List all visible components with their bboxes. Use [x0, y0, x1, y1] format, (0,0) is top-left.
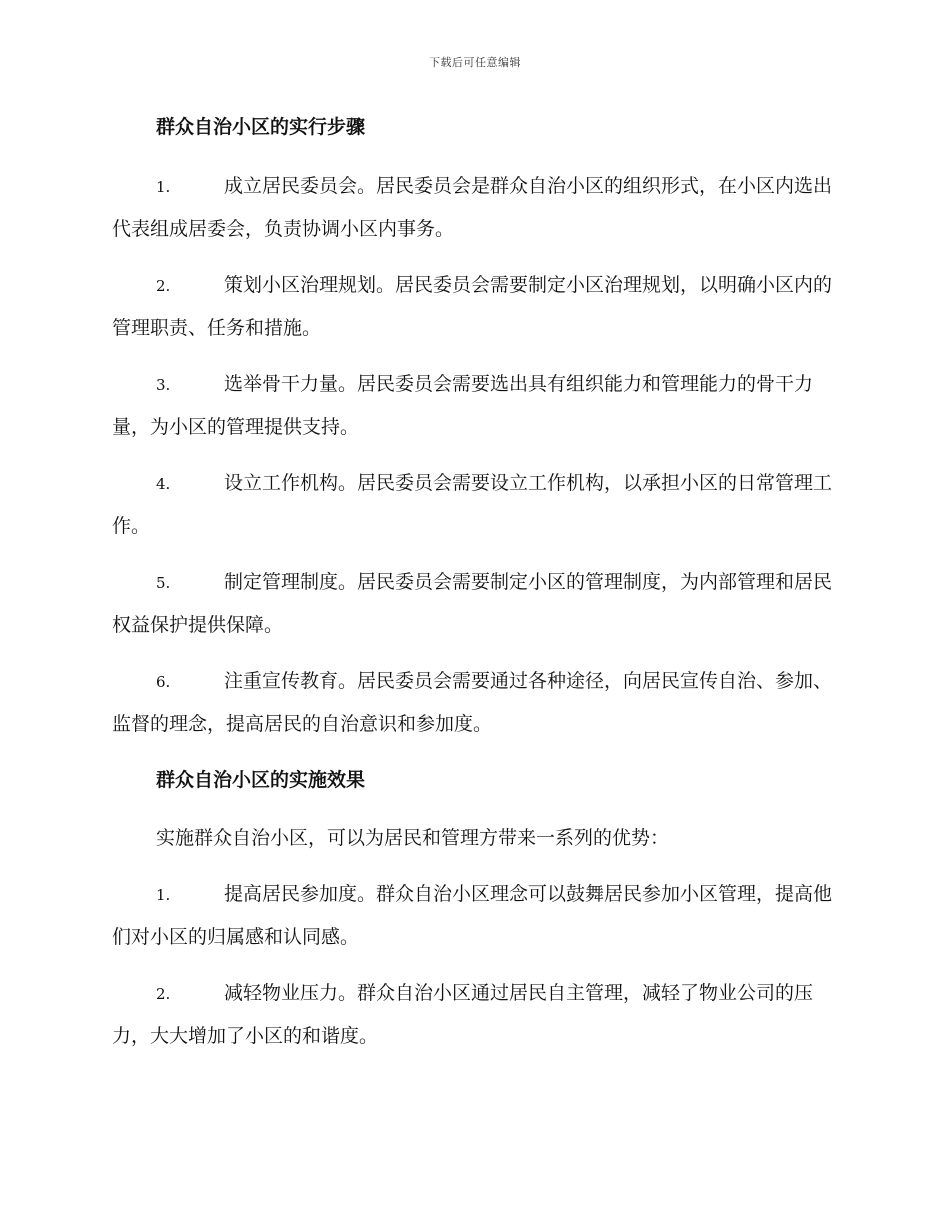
list-item	[112, 972, 834, 1057]
list-number: 1.	[156, 178, 171, 196]
list-number: 5.	[156, 574, 171, 592]
list-text: 选举骨干力量。居民委员会需要选出具有组织能力和管理能力的骨干力量，为小区的管理提供支持。	[112, 373, 814, 438]
list-item	[112, 561, 834, 646]
document-body	[112, 110, 834, 1071]
list-number: 6.	[156, 673, 171, 691]
list-item	[112, 165, 834, 250]
list-text: 设立工作机构。居民委员会需要设立工作机构，以承担小区的日常管理工作。	[112, 472, 833, 537]
list-text: 减轻物业压力。群众自治小区通过居民自主管理，减轻了物业公司的压力，大大增加了小区的和谐度。	[112, 982, 814, 1047]
list-item	[112, 462, 834, 547]
list-text: 提高居民参加度。群众自治小区理念可以鼓舞居民参加小区管理，提高他们对小区的归属感和认同感。	[112, 883, 833, 948]
list-number: 3.	[156, 376, 171, 394]
list-number: 4.	[156, 475, 171, 493]
list-text: 注重宣传教育。居民委员会需要通过各种途径，向居民宣传自治、参加、监督的理念，提高居民的自治意识和参加度。	[112, 670, 833, 735]
intro-paragraph: 实施群众自治小区，可以为居民和管理方带来一系列的优势：	[156, 827, 670, 849]
list-item	[112, 264, 834, 349]
list-item	[112, 660, 834, 745]
section-heading-steps: 群众自治小区的实行步骤	[156, 116, 366, 138]
list-item	[112, 363, 834, 448]
list-text: 制定管理制度。居民委员会需要制定小区的管理制度，为内部管理和居民权益保护提供保障。	[112, 571, 833, 636]
list-number: 2.	[156, 985, 171, 1003]
list-number: 1.	[156, 886, 171, 904]
list-text: 成立居民委员会。居民委员会是群众自治小区的组织形式，在小区内选出代表组成居委会，负责协调小区内事务。	[112, 175, 833, 240]
list-number: 2.	[156, 277, 171, 295]
section-heading-effects: 群众自治小区的实施效果	[156, 769, 366, 791]
list-item	[112, 873, 834, 958]
header-note: 下载后可任意编辑	[429, 56, 521, 69]
list-text: 策划小区治理规划。居民委员会需要制定小区治理规划，以明确小区内的管理职责、任务和措施。	[112, 274, 833, 339]
